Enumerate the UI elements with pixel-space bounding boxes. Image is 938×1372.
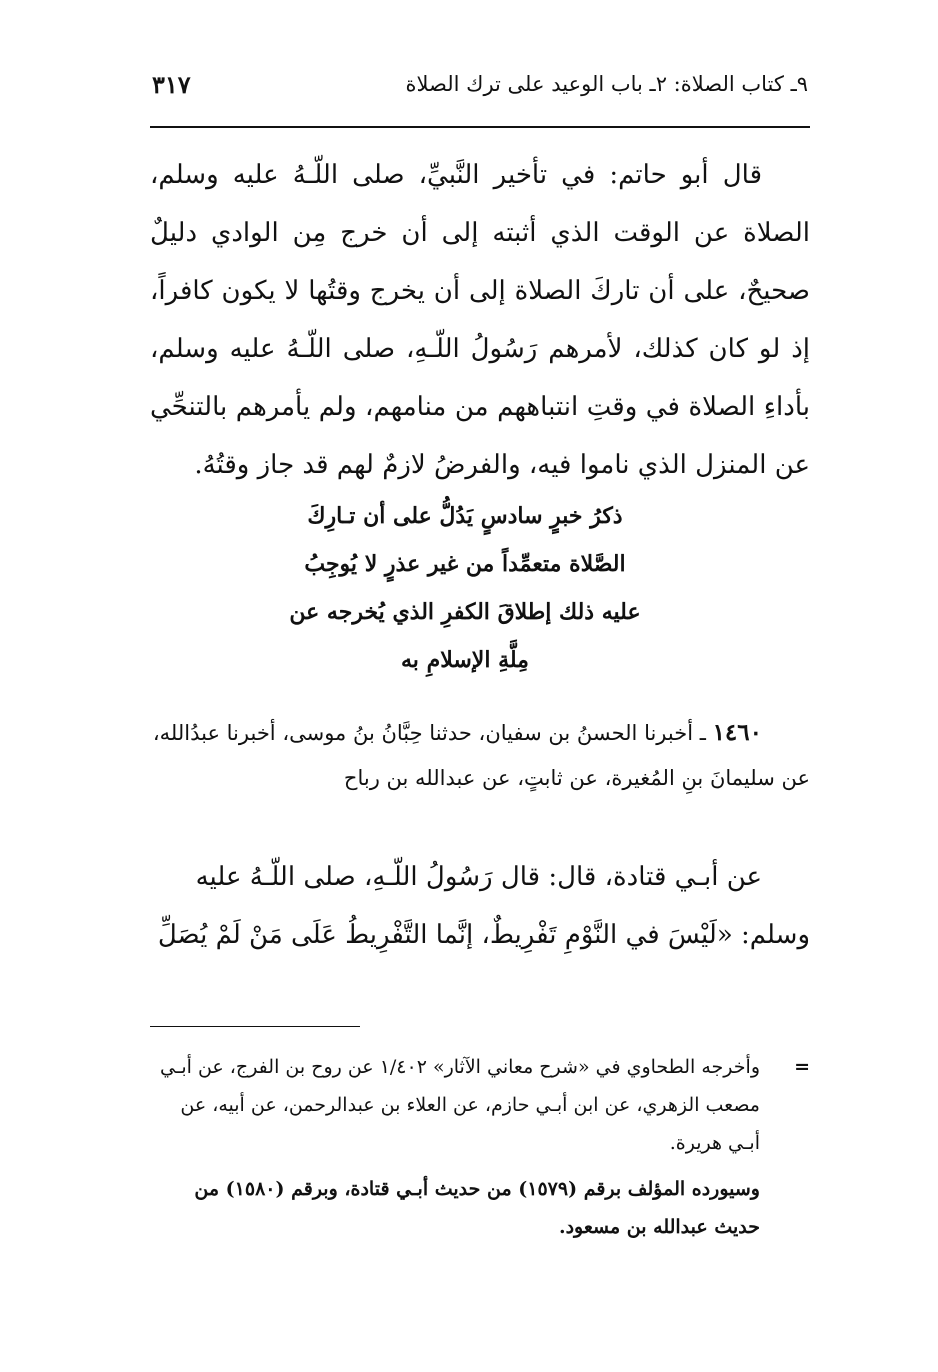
hadith-isnad	[150, 710, 810, 801]
continuation-marker: =	[794, 1056, 810, 1078]
hadith-matn: عن أبـي قتادة، قال: قال رَسُولُ اللّـهِ، صلى اللّـهُ عليه وسلم: «لَيْسَ في النَّوْمِ تَفْرِيطٌ، إنَّما التَّفْرِيطُ عَلَى مَنْ لَمْ يُصَلِّ	[157, 862, 810, 950]
hadith-matn-block	[150, 848, 810, 964]
hadith-isnad-block	[150, 710, 810, 801]
hadith-number: ١٤٦٠	[712, 719, 762, 746]
page-header	[150, 60, 810, 112]
footnote-1	[150, 1048, 810, 1162]
heading-line-3: عليه ذلك إطلاقَ الكفرِ الذي يُخرجه عن	[289, 599, 641, 625]
running-title: ٩ـ كتاب الصلاة: ٢ـ باب الوعيد على ترك الصلاة	[405, 72, 808, 96]
header-divider	[150, 126, 810, 128]
footnotes	[150, 1048, 810, 1254]
section-heading	[270, 492, 660, 684]
footnote-2: وسيورده المؤلف برقم (١٥٧٩) من حديث أبـي قتادة، وبرقم (١٥٨٠) من حديث عبدالله بن مسعود.	[194, 1178, 760, 1238]
footnote-1-text: وأخرجه الطحاوي في «شرح معاني الآثار» ١/٤٠٢ عن روح بن الفرج، عن أبـي مصعب الزهري، عن ابن أبـي حازم، عن العلاء بن عبدالرحمن، عن أبيه، عن أبـي هريرة.	[159, 1056, 760, 1154]
main-text	[150, 146, 810, 494]
heading-line-1: ذكرُ خبرٍ سادسٍ يَدُلُّ على أن تـارِكَ	[307, 503, 623, 529]
isnad-text: ـ أخبرنا الحسنُ بن سفيان، حدثنا حِبَّانُ بنُ موسى، أخبرنا عبدُالله، عن سليمانَ بنِ المُغيرة، عن ثابتٍ، عن عبدالله بن رباح	[152, 721, 810, 790]
footnote-divider	[150, 1026, 360, 1027]
book-page	[150, 60, 810, 1350]
commentary-paragraph: قال أبو حاتم: في تأخير النَّبيِّ، صلى اللّـهُ عليه وسلم، الصلاة عن الوقت الذي أثبته إلى أن خرج مِن الوادي دليلٌ صحيحٌ، على أن تاركَ الصلاة إلى أن يخرج وقتُها لا يكون كافراً، إذ لو كان كذلك، لأمرهم رَسُولُ اللّـهِ، صلى اللّـهُ عليه وسلم، بأداءِ الصلاة في وقتِ انتباههم من منامهم، ولم يأمرهم بالتنحِّي عن المنزل الذي ناموا فيه، والفرضُ لازمٌ لهم قد جاز وقتُهُ.	[150, 160, 810, 480]
heading-line-2: الصَّلاة متعمِّداً من غير عذرٍ لا يُوجِبُ	[304, 551, 626, 577]
heading-line-4: مِلَّةِ الإسلامِ به	[401, 647, 529, 673]
page-number: ٣١٧	[152, 70, 191, 99]
